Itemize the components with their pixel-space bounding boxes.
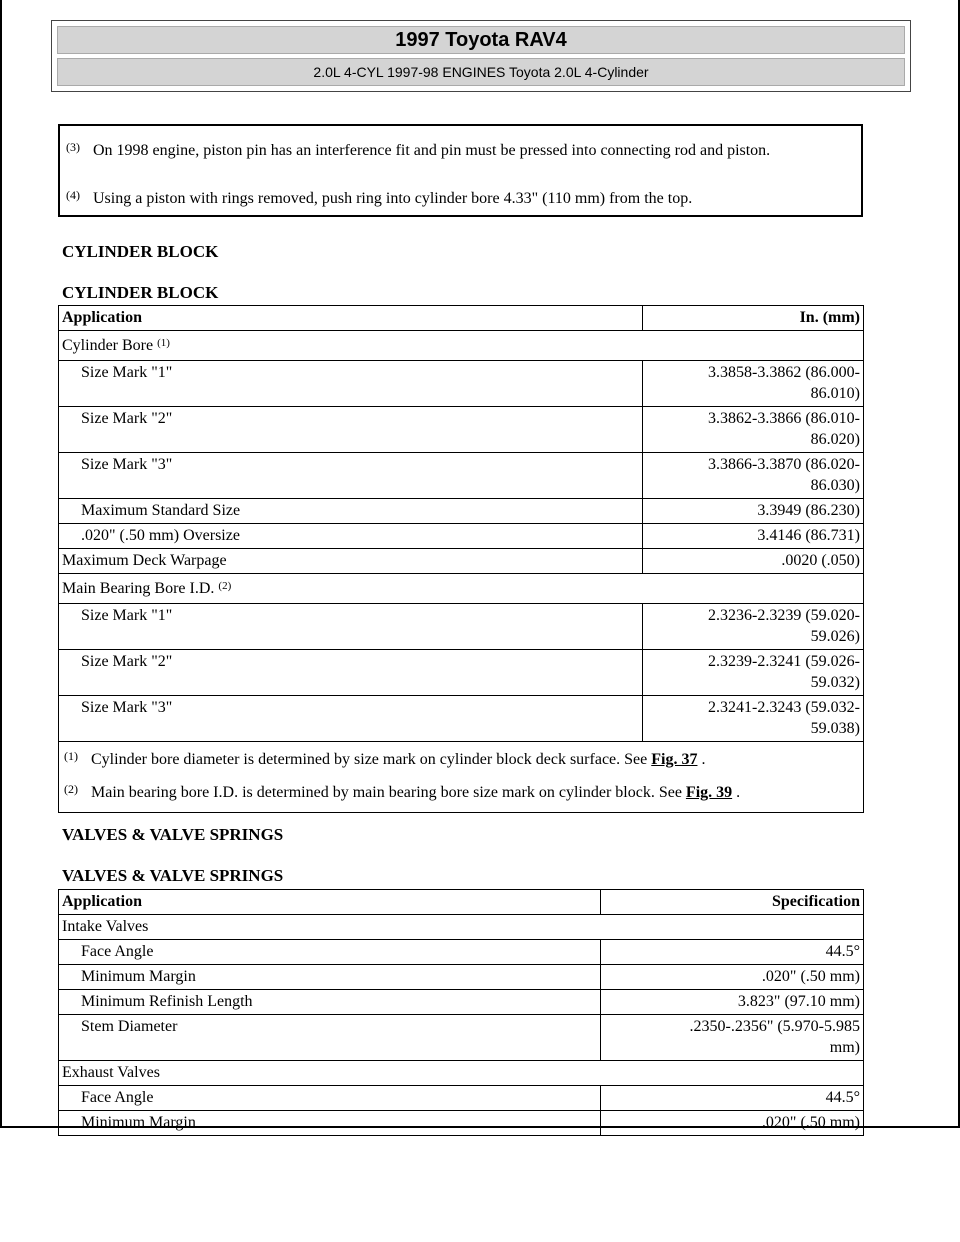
row-label: Size Mark "3" (59, 453, 643, 499)
table-row (59, 1111, 864, 1136)
footnotes-box-top (58, 124, 863, 217)
row-value (643, 453, 864, 499)
row-label: .020" (.50 mm) Oversize (59, 524, 643, 549)
value-line: .2350-.2356" (5.970-5.985 (689, 1018, 860, 1035)
row-value: .020" (.50 mm) (601, 965, 864, 990)
group-exhaust-valves: Exhaust Valves (59, 1061, 864, 1086)
section-heading-valves: VALVES & VALVE SPRINGS (62, 825, 284, 844)
table-header-row (59, 890, 864, 915)
table-row (59, 990, 864, 1015)
group-cylinder-bore (59, 331, 864, 361)
row-value: .0020 (.050) (643, 549, 864, 574)
row-label: Maximum Standard Size (59, 499, 643, 524)
table-row (59, 407, 864, 453)
document-subtitle: 2.0L 4-CYL 1997-98 ENGINES Toyota 2.0L 4-Cylinder (57, 58, 905, 86)
value-line: 2.3236-2.3239 (59.020- (708, 607, 860, 624)
row-value: 3.3949 (86.230) (643, 499, 864, 524)
row-label: Size Mark "2" (59, 650, 643, 696)
footnote-marker: (4) (66, 188, 80, 202)
row-value (643, 650, 864, 696)
row-label: Minimum Margin (59, 1111, 601, 1136)
row-value (643, 604, 864, 650)
row-label: Minimum Refinish Length (59, 990, 601, 1015)
value-line: 59.032) (810, 674, 860, 691)
table-row (59, 965, 864, 990)
value-line: 3.3866-3.3870 (86.020- (708, 456, 860, 473)
table-row (59, 1015, 864, 1061)
row-value: 44.5° (601, 940, 864, 965)
footnote-text: Cylinder bore diameter is determined by size mark on cylinder block deck surface. See (91, 751, 648, 768)
table-row (59, 940, 864, 965)
row-value: 44.5° (601, 1086, 864, 1111)
value-line: 2.3239-2.3241 (59.026- (708, 653, 860, 670)
table-row (59, 1086, 864, 1111)
col-header-value: In. (mm) (643, 306, 864, 331)
table-row (59, 524, 864, 549)
fig-39-link[interactable]: Fig. 39 (685, 784, 733, 801)
value-line: 2.3241-2.3243 (59.032- (708, 699, 860, 716)
row-value: 3.4146 (86.731) (643, 524, 864, 549)
table-row (59, 604, 864, 650)
cylinder-block-table (58, 305, 864, 813)
row-label: Cylinder Bore (62, 337, 154, 354)
row-label: Size Mark "1" (59, 604, 643, 650)
table-row (59, 361, 864, 407)
table-row (59, 574, 864, 604)
group-intake-valves: Intake Valves (59, 915, 864, 940)
col-header-application: Application (59, 890, 601, 915)
table-row (59, 331, 864, 361)
value-line: 59.038) (810, 720, 860, 737)
footnote-ref: (2) (218, 580, 232, 592)
row-value (643, 696, 864, 742)
row-label: Main Bearing Bore I.D. (62, 580, 215, 597)
table-row (59, 1061, 864, 1086)
footnote-marker: (1) (64, 749, 78, 763)
row-label: Face Angle (59, 1086, 601, 1111)
table-row (59, 499, 864, 524)
row-label: Size Mark "3" (59, 696, 643, 742)
table-row (59, 453, 864, 499)
footnote-text: Main bearing bore I.D. is determined by main bearing bore size mark on cylinder block. See (91, 784, 682, 801)
document-header (51, 20, 911, 92)
row-label: Size Mark "2" (59, 407, 643, 453)
table-header-row (59, 306, 864, 331)
row-label: Size Mark "1" (59, 361, 643, 407)
col-header-value: Specification (601, 890, 864, 915)
value-line: 86.010) (810, 385, 860, 402)
table-notes-row (59, 742, 864, 813)
footnote-end: . (736, 784, 741, 801)
table-row (59, 696, 864, 742)
footnote-text: On 1998 engine, piston pin has an interference fit and pin must be pressed into connecting rod and piston. (93, 142, 771, 159)
footnote-marker: (3) (66, 140, 80, 154)
document-title: 1997 Toyota RAV4 (57, 26, 905, 54)
table-caption-cylinder-block: CYLINDER BLOCK (62, 283, 219, 302)
row-value: 3.823" (97.10 mm) (601, 990, 864, 1015)
row-value (643, 361, 864, 407)
value-line: mm) (829, 1039, 860, 1056)
valves-table (58, 889, 864, 1136)
table-caption-valves: VALVES & VALVE SPRINGS (62, 866, 284, 885)
table-row (59, 549, 864, 574)
value-line: 3.3862-3.3866 (86.010- (708, 410, 860, 427)
fig-37-link[interactable]: Fig. 37 (651, 751, 698, 768)
footnote-ref: (1) (157, 337, 170, 349)
row-value (601, 1015, 864, 1061)
section-heading-cylinder-block: CYLINDER BLOCK (62, 242, 219, 261)
value-line: 3.3858-3.3862 (86.000- (708, 364, 860, 381)
value-line: 86.020) (810, 431, 860, 448)
row-label: Maximum Deck Warpage (59, 549, 643, 574)
row-label: Face Angle (59, 940, 601, 965)
table-row (59, 915, 864, 940)
row-value (643, 407, 864, 453)
table-footnotes (59, 742, 864, 813)
group-main-bearing-bore (59, 574, 864, 604)
row-value: .020" (.50 mm) (601, 1111, 864, 1136)
row-label: Stem Diameter (59, 1015, 601, 1061)
footnote-text: Using a piston with rings removed, push ring into cylinder bore 4.33" (110 mm) from the top. (93, 190, 693, 207)
value-line: 59.026) (810, 628, 860, 645)
page-border-left (0, 0, 2, 1128)
col-header-application: Application (59, 306, 643, 331)
footnote-end: . (701, 751, 706, 768)
row-label: Minimum Margin (59, 965, 601, 990)
value-line: 86.030) (810, 477, 860, 494)
table-row (59, 650, 864, 696)
footnote-marker: (2) (64, 782, 78, 796)
